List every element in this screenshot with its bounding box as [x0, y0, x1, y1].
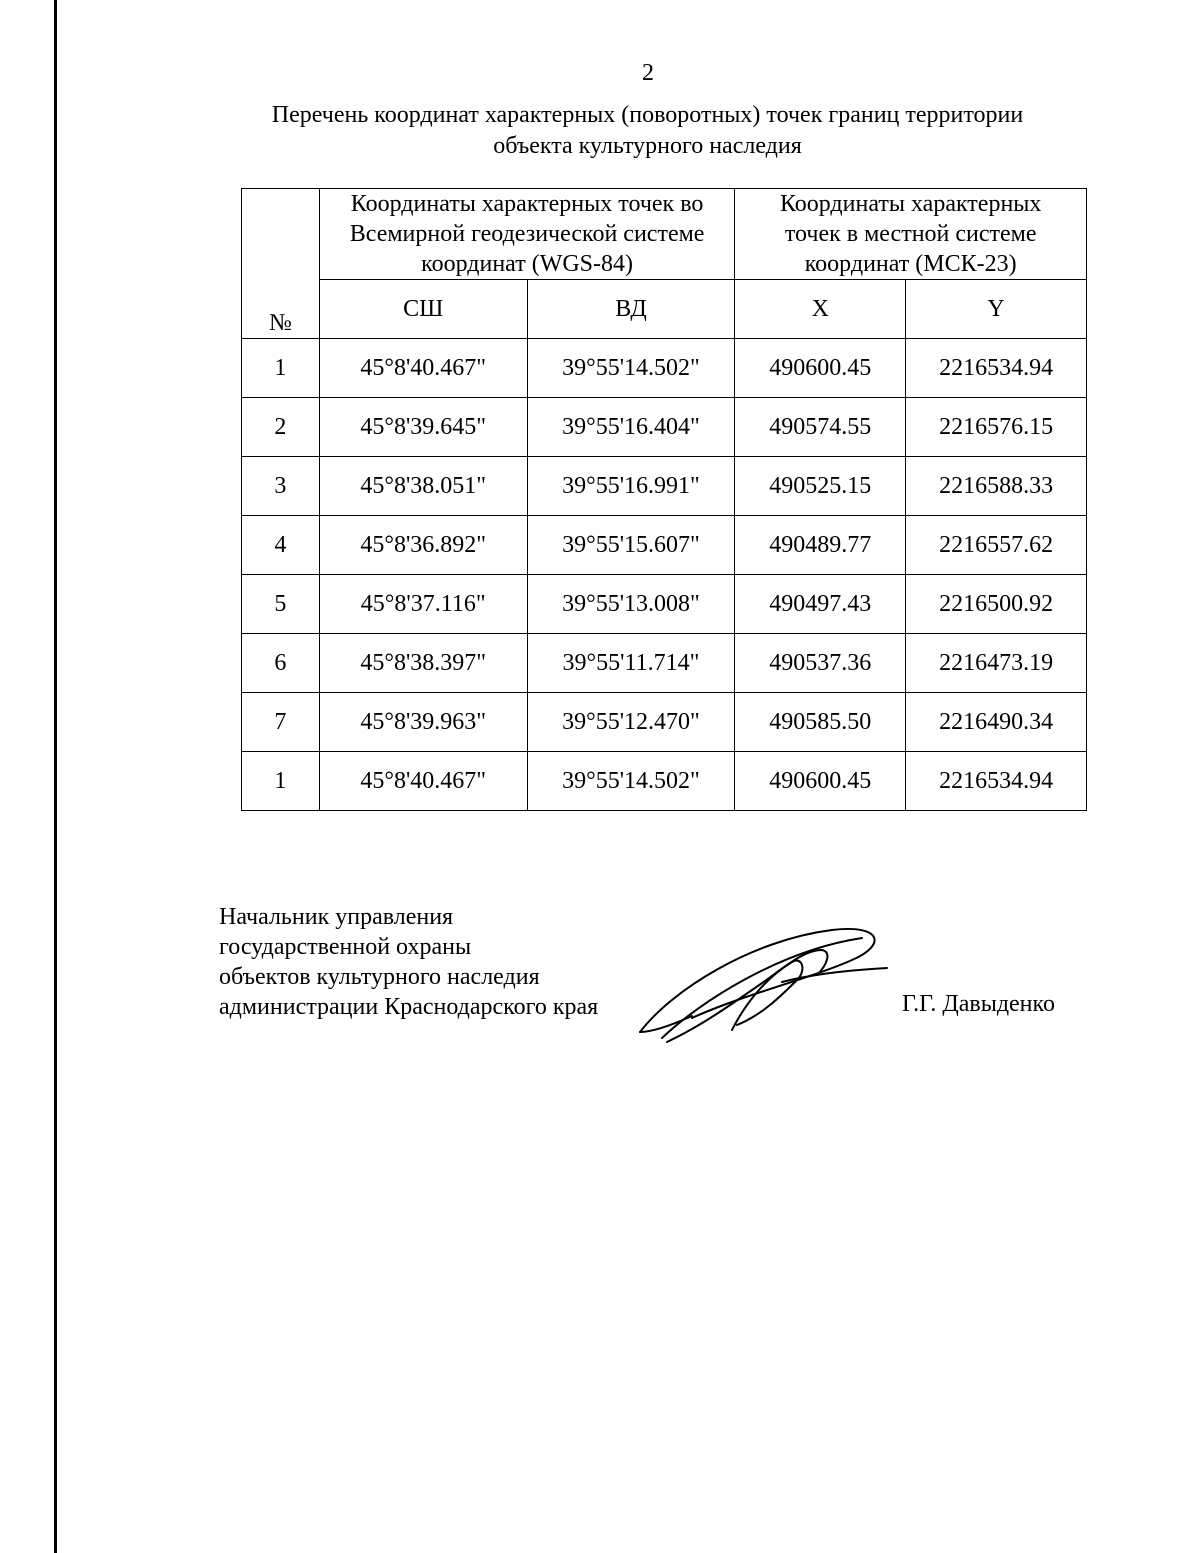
page-left-border [54, 0, 57, 1553]
header-group-msk: Координаты характерных точек в местной системе координат (МСК-23) [735, 189, 1087, 280]
cell-y: 2216500.92 [906, 575, 1087, 634]
subheader-x: X [735, 280, 906, 339]
cell-number: 7 [242, 693, 320, 752]
cell-x: 490497.43 [735, 575, 906, 634]
cell-lon: 39°55'16.404" [527, 398, 735, 457]
cell-lat: 45°8'40.467" [319, 339, 527, 398]
header-number: № [242, 189, 320, 339]
signer-position-line: объектов культурного наследия [219, 964, 540, 990]
cell-number: 5 [242, 575, 320, 634]
cell-x: 490489.77 [735, 516, 906, 575]
subheader-y: Y [906, 280, 1087, 339]
signer-position-line: администрации Краснодарского края [219, 994, 599, 1020]
cell-lon: 39°55'13.008" [527, 575, 735, 634]
table-row [242, 693, 1087, 752]
header-group-wgs: Координаты характерных точек во Всемирной геодезической системе координат (WGS-84) [319, 189, 735, 280]
table-body [242, 339, 1087, 811]
table-row [242, 457, 1087, 516]
cell-lon: 39°55'14.502" [527, 752, 735, 811]
cell-lon: 39°55'14.502" [527, 339, 735, 398]
cell-y: 2216534.94 [906, 752, 1087, 811]
cell-lat: 45°8'40.467" [319, 752, 527, 811]
cell-number: 1 [242, 752, 320, 811]
signer-name: Г.Г. Давыденко [902, 991, 1055, 1017]
document-title: Перечень координат характерных (поворотных) точек границ территории объекта культурного наследия [271, 102, 1024, 159]
table-row [242, 634, 1087, 693]
cell-lat: 45°8'38.051" [319, 457, 527, 516]
subheader-lon: ВД [527, 280, 735, 339]
cell-number: 3 [242, 457, 320, 516]
cell-y: 2216534.94 [906, 339, 1087, 398]
page-number: 2 [642, 60, 654, 86]
cell-x: 490600.45 [735, 339, 906, 398]
cell-y: 2216588.33 [906, 457, 1087, 516]
cell-lon: 39°55'11.714" [527, 634, 735, 693]
cell-x: 490600.45 [735, 752, 906, 811]
cell-y: 2216473.19 [906, 634, 1087, 693]
table-row [242, 516, 1087, 575]
cell-lat: 45°8'39.963" [319, 693, 527, 752]
handwritten-signature [632, 920, 892, 1055]
table-row [242, 398, 1087, 457]
cell-y: 2216490.34 [906, 693, 1087, 752]
cell-number: 4 [242, 516, 320, 575]
signer-position [219, 902, 639, 1022]
signer-position-line: государственной охраны [219, 934, 472, 960]
table-row [242, 575, 1087, 634]
cell-x: 490537.36 [735, 634, 906, 693]
cell-x: 490585.50 [735, 693, 906, 752]
cell-lon: 39°55'15.607" [527, 516, 735, 575]
cell-lat: 45°8'38.397" [319, 634, 527, 693]
coordinates-table [241, 188, 1087, 811]
signer-position-line: Начальник управления [219, 904, 454, 930]
cell-lat: 45°8'36.892" [319, 516, 527, 575]
cell-number: 1 [242, 339, 320, 398]
table-row [242, 752, 1087, 811]
table-row [242, 339, 1087, 398]
cell-y: 2216576.15 [906, 398, 1087, 457]
cell-lat: 45°8'39.645" [319, 398, 527, 457]
cell-lat: 45°8'37.116" [319, 575, 527, 634]
cell-lon: 39°55'16.991" [527, 457, 735, 516]
cell-y: 2216557.62 [906, 516, 1087, 575]
cell-number: 2 [242, 398, 320, 457]
cell-lon: 39°55'12.470" [527, 693, 735, 752]
subheader-lat: СШ [319, 280, 527, 339]
cell-x: 490525.15 [735, 457, 906, 516]
cell-number: 6 [242, 634, 320, 693]
cell-x: 490574.55 [735, 398, 906, 457]
